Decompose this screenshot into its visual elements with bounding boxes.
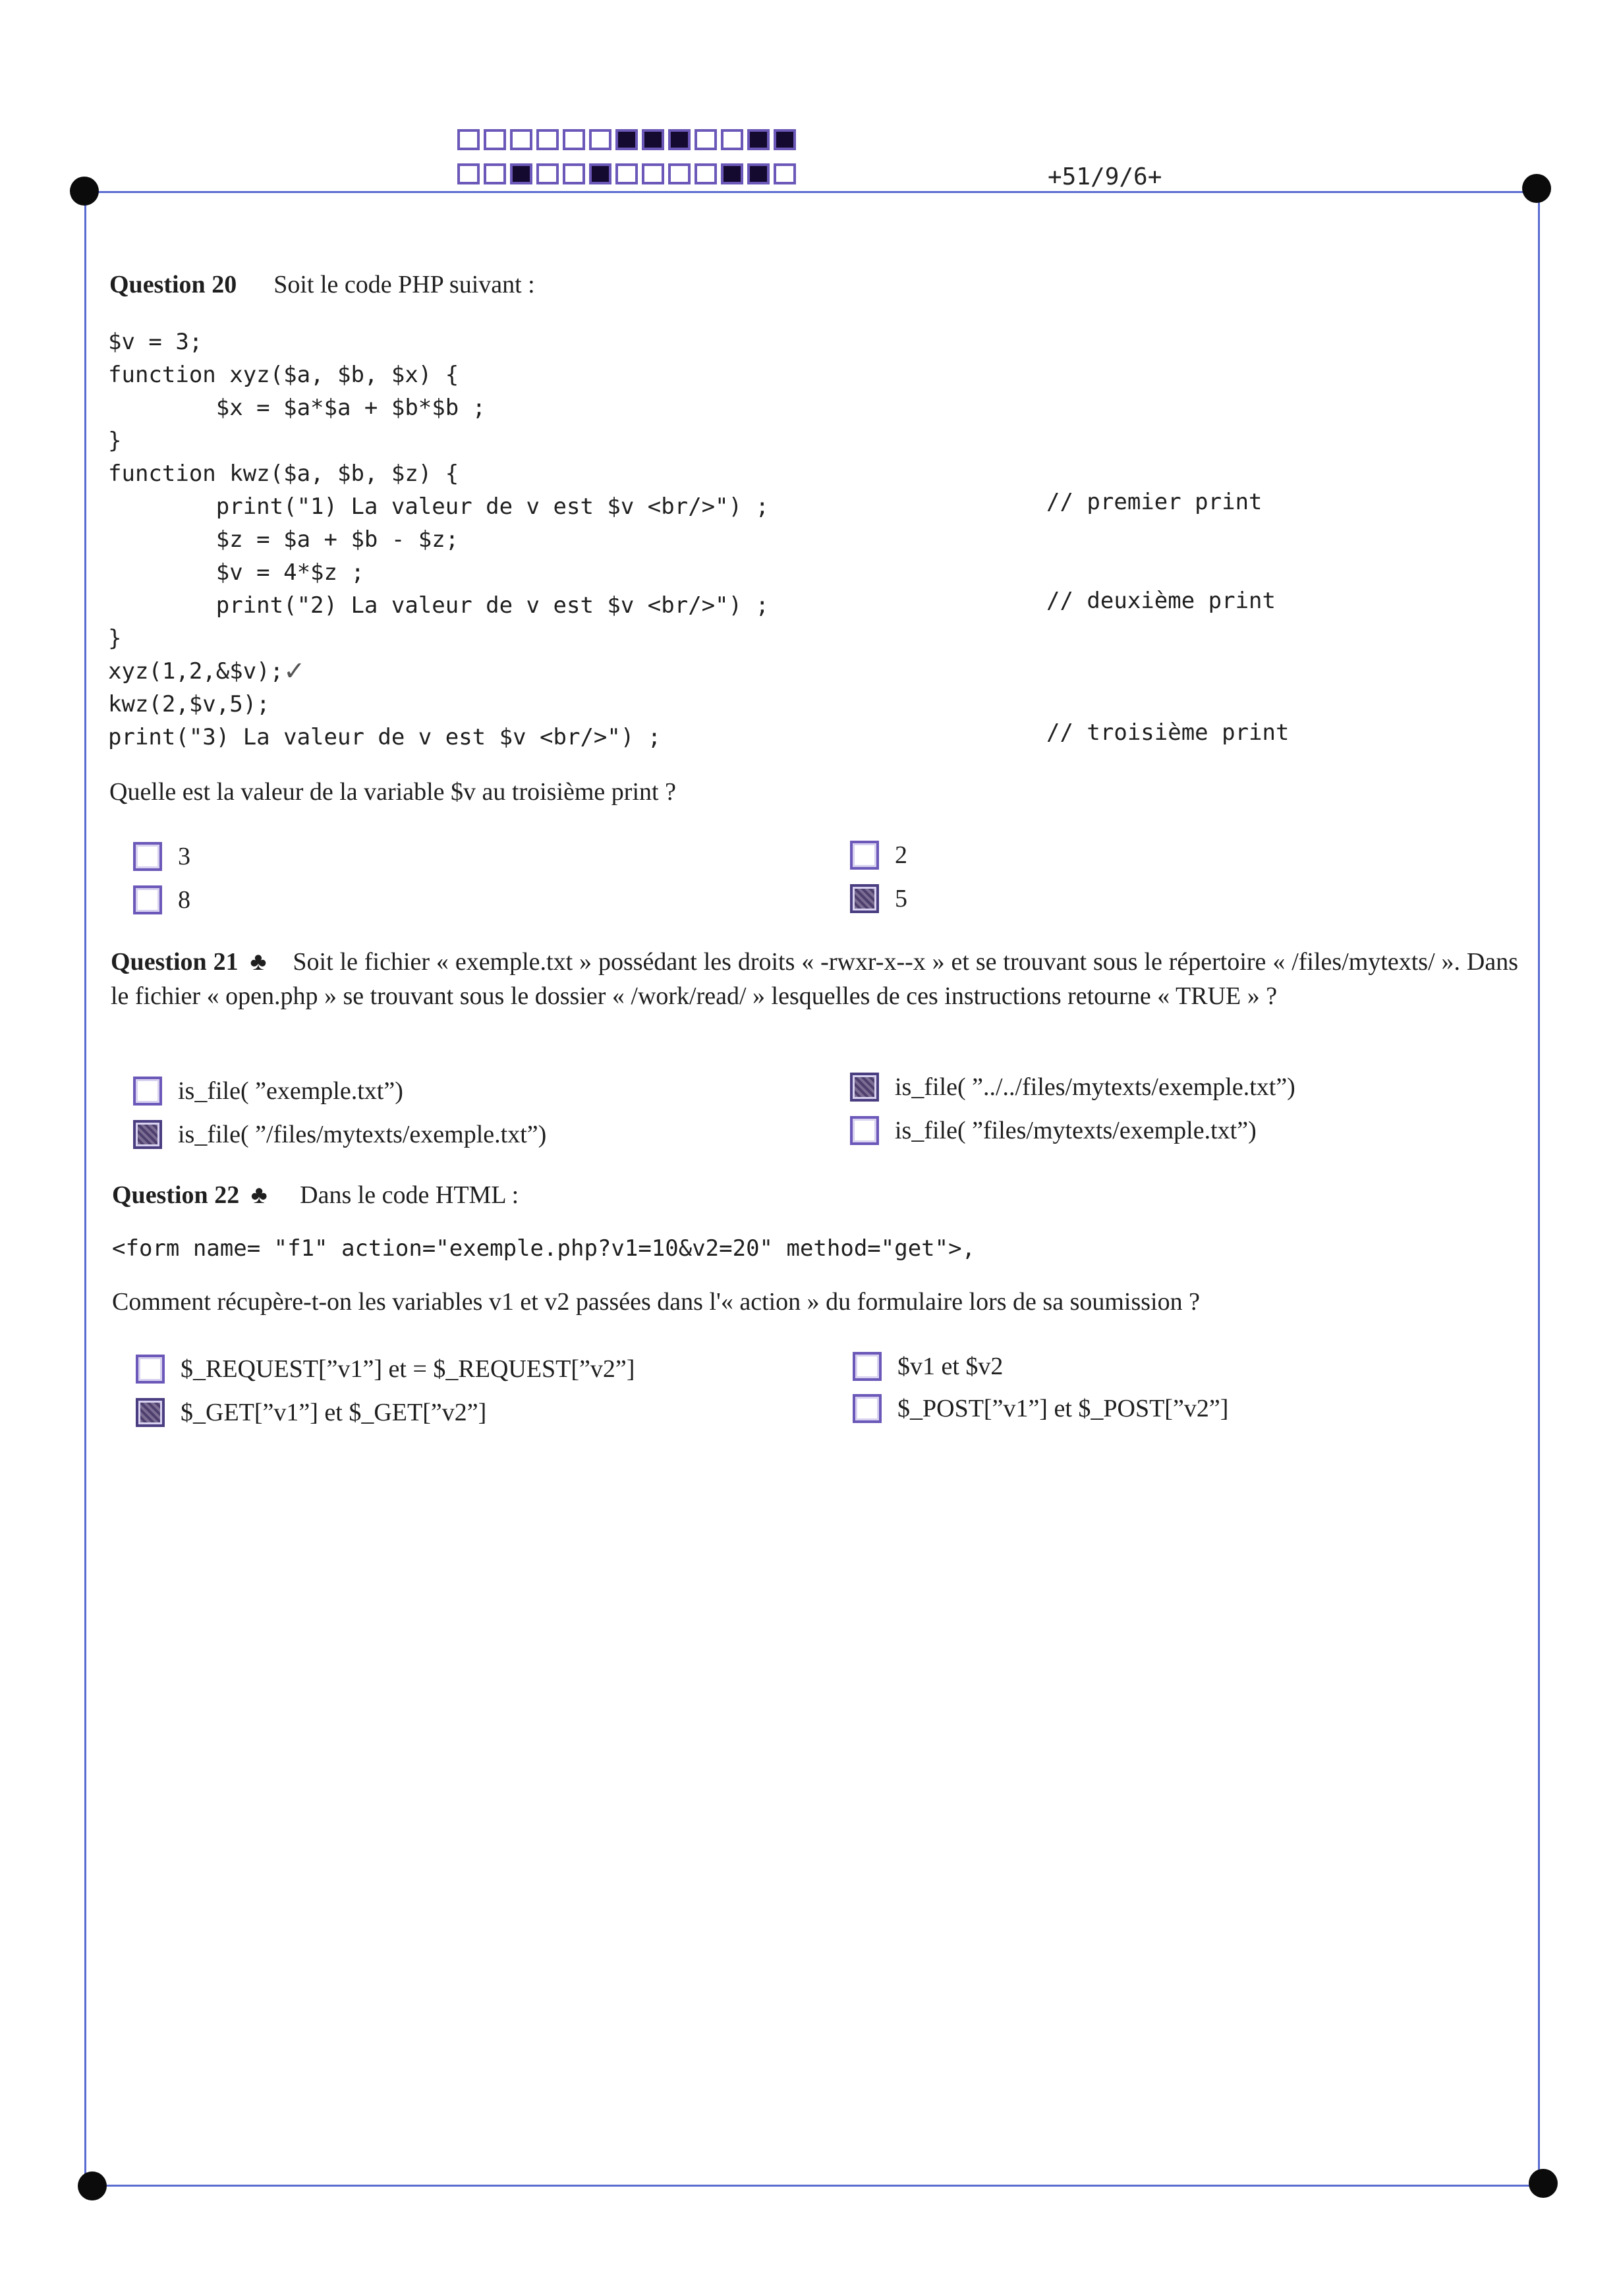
barcode-cell (615, 163, 638, 184)
barcode-cell (536, 129, 559, 150)
q22-option-c-label: $v1 et $v2 (897, 1353, 1004, 1380)
q22-checkbox-a[interactable] (136, 1355, 165, 1384)
barcode-cell (774, 163, 796, 184)
question-22-code: <form name= "f1" action="exemple.php?v1=10&v2=20" method="get">, (112, 1235, 976, 1262)
question-21-text: Soit le fichier « exemple.txt » possédant les droits « -rwxr-x--x » et se trouvant sous le répertoire « /files/mytexts/ ». Dans le fichier « open.php » se trouvant sous le dossier « /work/read/ » lesquelles de ces instructions retourne « TRUE » ? (111, 948, 1519, 1010)
q20-checkbox-3[interactable] (133, 842, 162, 871)
barcode-cell (695, 163, 717, 184)
code-line: print("3) La valeur de v est $v <br/>") ; (108, 724, 662, 750)
q21-checkbox-a[interactable] (133, 1077, 162, 1106)
q21-checkbox-b[interactable] (133, 1120, 162, 1149)
code-line: } (108, 625, 122, 652)
code-line: $z = $a + $b - $z; (108, 526, 459, 553)
question-22-label: Question 22 (112, 1181, 240, 1209)
frame-bottom-line (92, 2185, 1539, 2187)
barcode-cell (563, 163, 585, 184)
code-line: function xyz($a, $b, $x) { (108, 362, 459, 388)
q20-checkbox-8[interactable] (133, 885, 162, 914)
question-20-label: Question 20 (109, 271, 237, 298)
barcode-cell (589, 163, 611, 184)
question-22-intro: Dans le code HTML : (300, 1181, 519, 1209)
frame-right-line (1538, 191, 1540, 2187)
comment-premier-print: // premier print (1046, 489, 1262, 515)
question-21-label: Question 21 (111, 948, 239, 976)
corner-mark-bottom-left (78, 2171, 107, 2200)
barcode-cell (668, 163, 691, 184)
barcode-cell (747, 129, 770, 150)
q22-checkbox-d[interactable] (853, 1394, 882, 1423)
q22-option-d[interactable] (853, 1394, 1228, 1423)
q21-option-c[interactable] (850, 1073, 1295, 1102)
barcode-cell (774, 129, 796, 150)
barcode-cell (510, 129, 532, 150)
comment-deuxieme-print: // deuxième print (1046, 588, 1276, 614)
q20-option-2-label: 2 (895, 841, 907, 869)
barcode-cell (589, 129, 611, 150)
code-line: print("1) La valeur de v est $v <br/>") ; (108, 493, 770, 520)
q22-option-a-label: $_REQUEST[”v1”] et = $_REQUEST[”v2”] (181, 1355, 635, 1383)
corner-mark-bottom-right (1529, 2169, 1558, 2198)
barcode-cell (721, 163, 743, 184)
barcode-row-1 (457, 129, 800, 150)
barcode-cell (484, 129, 506, 150)
barcode-cell (457, 163, 480, 184)
code-line: $x = $a*$a + $b*$b ; (108, 395, 486, 421)
q21-option-a[interactable] (133, 1077, 403, 1106)
q20-option-8-label: 8 (178, 886, 190, 914)
q22-option-b[interactable] (136, 1398, 486, 1427)
question-22-heading (112, 1181, 519, 1210)
barcode-cell (457, 129, 480, 150)
code-line: print("2) La valeur de v est $v <br/>") ; (108, 592, 770, 619)
q20-checkbox-5[interactable] (850, 884, 879, 913)
q21-checkbox-c[interactable] (850, 1073, 879, 1102)
question-20-intro: Soit le code PHP suivant : (273, 271, 535, 298)
comment-troisieme-print: // troisième print (1046, 719, 1290, 746)
q21-option-b[interactable] (133, 1120, 546, 1149)
barcode-cell (747, 163, 770, 184)
barcode-cell (642, 129, 664, 150)
club-icon: ♣ (250, 948, 267, 976)
barcode-cell (721, 129, 743, 150)
q20-option-5-label: 5 (895, 885, 907, 912)
q20-option-3-label: 3 (178, 843, 190, 870)
question-21-block (111, 945, 1518, 1013)
question-20-code (108, 325, 769, 754)
q20-option-2[interactable] (850, 841, 907, 870)
barcode-cell (642, 163, 664, 184)
barcode-cell (536, 163, 559, 184)
barcode-cell (615, 129, 638, 150)
q22-checkbox-b[interactable] (136, 1398, 165, 1427)
barcode-cell (563, 129, 585, 150)
frame-left-line (84, 191, 86, 2187)
code-line: $v = 3; (108, 329, 203, 355)
barcode-cell (510, 163, 532, 184)
q21-option-a-label: is_file( ”exemple.txt”) (178, 1077, 403, 1105)
q21-checkbox-d[interactable] (850, 1116, 879, 1145)
q22-checkbox-c[interactable] (853, 1352, 882, 1381)
handwritten-tick-mark: ✓ (283, 656, 306, 686)
frame-top-line (84, 191, 1537, 193)
q20-checkbox-2[interactable] (850, 841, 879, 870)
q20-option-5[interactable] (850, 884, 907, 913)
corner-mark-top-left (70, 177, 99, 206)
question-20-text: Quelle est la valeur de la variable $v au troisième print ? (109, 778, 676, 806)
club-icon-q22: ♣ (250, 1181, 268, 1209)
q21-option-d[interactable] (850, 1116, 1257, 1145)
code-line: function kwz($a, $b, $z) { (108, 461, 459, 487)
q22-option-b-label: $_GET[”v1”] et $_GET[”v2”] (181, 1399, 487, 1426)
q21-option-b-label: is_file( ”/files/mytexts/exemple.txt”) (178, 1121, 547, 1148)
q22-option-c[interactable] (853, 1352, 1003, 1381)
q20-option-8[interactable] (133, 885, 190, 914)
q21-option-d-label: is_file( ”files/mytexts/exemple.txt”) (895, 1117, 1257, 1144)
question-22-text: Comment récupère-t-on les variables v1 et v2 passées dans l'« action » du formulaire lors de sa soumission ? (112, 1288, 1200, 1316)
code-line: $v = 4*$z ; (108, 559, 364, 586)
q21-option-c-label: is_file( ”../../files/mytexts/exemple.txt”) (895, 1073, 1295, 1101)
barcode-cell (668, 129, 691, 150)
code-line: xyz(1,2,&$v); (108, 658, 284, 685)
barcode-cell (484, 163, 506, 184)
q22-option-d-label: $_POST[”v1”] et $_POST[”v2”] (897, 1395, 1229, 1422)
corner-mark-top-right (1522, 174, 1551, 203)
code-line: } (108, 428, 122, 454)
barcode-row-2 (457, 163, 800, 184)
code-line: kwz(2,$v,5); (108, 691, 270, 717)
question-20-heading (109, 270, 535, 299)
barcode-cell (695, 129, 717, 150)
page-id: +51/9/6+ (1048, 163, 1162, 190)
q22-option-a[interactable] (136, 1355, 635, 1384)
q20-option-3[interactable] (133, 842, 190, 871)
